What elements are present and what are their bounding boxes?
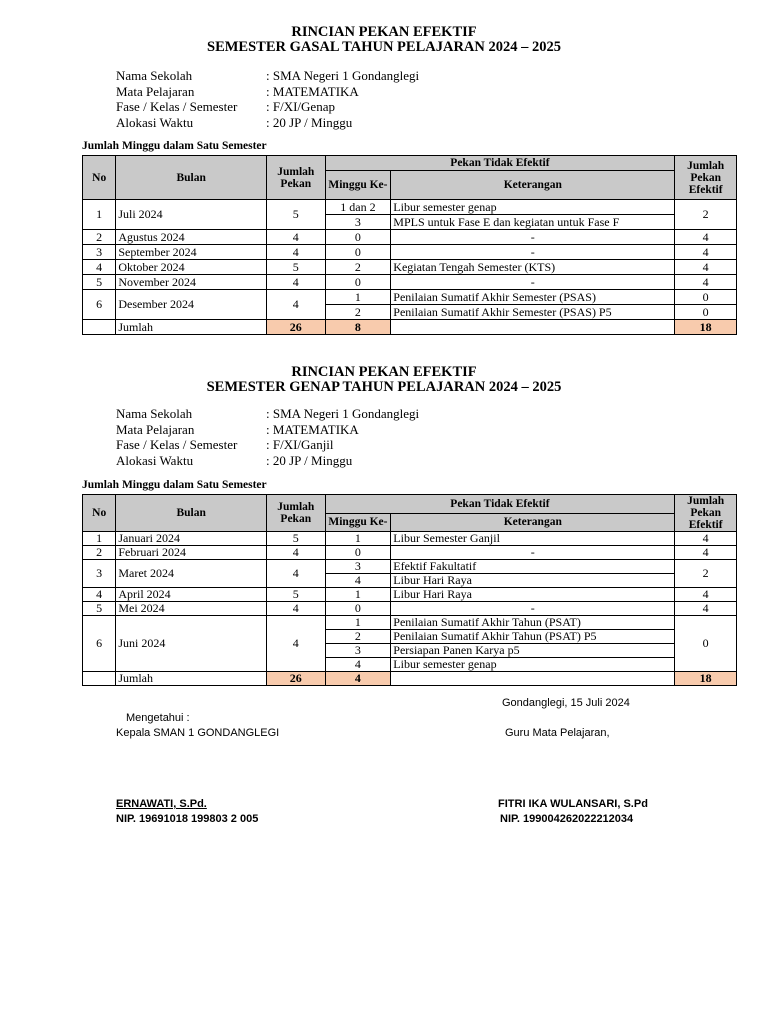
cell-minggu: 0 xyxy=(325,602,391,616)
cell-keterangan: Libur Hari Raya xyxy=(391,574,675,588)
cell-efektif: 4 xyxy=(675,588,737,602)
cell-keterangan: - xyxy=(391,245,675,260)
cell-no: 2 xyxy=(83,230,116,245)
cell-jumlah: 4 xyxy=(266,245,325,260)
cell-jumlah: 4 xyxy=(266,275,325,290)
cell-minggu: 4 xyxy=(325,658,391,672)
header-jumlah-pekan: Jumlah Pekan xyxy=(266,495,325,532)
table-subtitle: Jumlah Minggu dalam Satu Semester xyxy=(82,140,267,152)
cell-minggu: 2 xyxy=(325,260,391,275)
cell-efektif: 0 xyxy=(675,616,737,672)
total-minggu: 8 xyxy=(325,320,391,335)
cell-keterangan: Libur Semester Ganjil xyxy=(391,532,675,546)
meta-label: Nama Sekolah xyxy=(116,68,193,83)
cell-jumlah: 4 xyxy=(266,602,325,616)
cell-bulan: Maret 2024 xyxy=(116,560,267,588)
mengetahui-label: Mengetahui : xyxy=(126,712,190,724)
guru-title: Guru Mata Pelajaran, xyxy=(505,727,610,739)
cell-jumlah: 5 xyxy=(266,588,325,602)
cell-minggu: 0 xyxy=(325,546,391,560)
meta-label: Alokasi Waktu xyxy=(116,114,194,130)
header-jumlah-pekan: Jumlah Pekan xyxy=(266,156,325,200)
pekan-efektif-table-genap xyxy=(82,494,737,686)
pekan-efektif-table-gasal xyxy=(82,155,737,335)
cell-bulan: Oktober 2024 xyxy=(116,260,267,275)
cell-keterangan: Penilaian Sumatif Akhir Semester (PSAS) xyxy=(391,290,675,305)
header-pekan-tidak-efektif: Pekan Tidak Efektif xyxy=(325,495,675,514)
table-row xyxy=(83,616,737,630)
cell-keterangan: Penilaian Sumatif Akhir Tahun (PSAT) xyxy=(391,616,675,630)
cell-efektif: 0 xyxy=(675,290,737,305)
table-row xyxy=(83,290,737,305)
kepala-nip: NIP. 19691018 199803 2 005 xyxy=(116,813,259,825)
cell-minggu: 1 xyxy=(325,588,391,602)
cell-no: 5 xyxy=(83,602,116,616)
table-row xyxy=(83,546,737,560)
cell-bulan: Juni 2024 xyxy=(116,616,267,672)
cell-jumlah: 5 xyxy=(266,260,325,275)
guru-nip: NIP. 199004262022212034 xyxy=(500,813,634,825)
cell-minggu: 1 xyxy=(325,290,391,305)
total-jumlah: 26 xyxy=(266,672,325,686)
cell-efektif: 4 xyxy=(675,260,737,275)
cell-no: 2 xyxy=(83,546,116,560)
total-row xyxy=(83,672,737,686)
header-bulan: Bulan xyxy=(116,156,267,200)
header-jumlah-pekan-efektif: Jumlah Pekan Efektif xyxy=(675,156,737,200)
meta-value: : 20 JP / Minggu xyxy=(266,452,353,468)
identity-block xyxy=(116,68,419,130)
cell-bulan: November 2024 xyxy=(116,275,267,290)
cell-no: 3 xyxy=(83,560,116,588)
table-subtitle: Jumlah Minggu dalam Satu Semester xyxy=(82,479,267,491)
identity-block xyxy=(116,406,419,468)
total-minggu: 4 xyxy=(325,672,391,686)
cell-jumlah: 4 xyxy=(266,290,325,320)
cell-bulan: Agustus 2024 xyxy=(116,230,267,245)
meta-value: : F/XI/Genap xyxy=(266,99,335,114)
table-row xyxy=(83,245,737,260)
cell-keterangan: Penilaian Sumatif Akhir Tahun (PSAT) P5 xyxy=(391,630,675,644)
cell-efektif: 2 xyxy=(675,200,737,230)
meta-value: : SMA Negeri 1 Gondanglegi xyxy=(266,406,420,421)
table-row xyxy=(83,275,737,290)
cell-jumlah: 4 xyxy=(266,560,325,588)
meta-value: : 20 JP / Minggu xyxy=(266,114,353,130)
cell-minggu: 0 xyxy=(325,230,391,245)
cell-efektif: 4 xyxy=(675,546,737,560)
header-keterangan: Keterangan xyxy=(391,171,675,200)
cell-minggu: 1 xyxy=(325,616,391,630)
table-row xyxy=(83,200,737,215)
total-label: Jumlah xyxy=(116,672,267,686)
cell-bulan: Februari 2024 xyxy=(116,546,267,560)
cell-keterangan: Efektif Fakultatif xyxy=(391,560,675,574)
table-row xyxy=(83,560,737,574)
cell-keterangan: Libur semester genap xyxy=(391,658,675,672)
cell-minggu: 3 xyxy=(325,644,391,658)
cell-jumlah: 5 xyxy=(266,532,325,546)
cell-jumlah: 4 xyxy=(266,230,325,245)
total-label: Jumlah xyxy=(116,320,267,335)
cell-efektif: 4 xyxy=(675,602,737,616)
meta-label: Alokasi Waktu xyxy=(116,452,194,468)
header-no: No xyxy=(83,156,116,200)
cell-efektif: 4 xyxy=(675,275,737,290)
cell-jumlah: 4 xyxy=(266,616,325,672)
meta-value: : MATEMATIKA xyxy=(266,421,359,437)
cell-no: 6 xyxy=(83,616,116,672)
cell-keterangan: - xyxy=(391,275,675,290)
meta-value: : SMA Negeri 1 Gondanglegi xyxy=(266,68,420,83)
table-row xyxy=(83,260,737,275)
cell-minggu: 1 xyxy=(325,532,391,546)
title-line-2: SEMESTER GENAP TAHUN PELAJARAN 2024 – 2025 xyxy=(206,379,562,395)
cell-minggu: 3 xyxy=(325,215,391,230)
header-bulan: Bulan xyxy=(116,495,267,532)
title-line-1: RINCIAN PEKAN EFEKTIF xyxy=(291,24,477,40)
cell-keterangan: Kegiatan Tengah Semester (KTS) xyxy=(391,260,675,275)
cell-minggu: 4 xyxy=(325,574,391,588)
cell-minggu: 3 xyxy=(325,560,391,574)
cell-no: 1 xyxy=(83,200,116,230)
header-jumlah-pekan-efektif: Jumlah Pekan Efektif xyxy=(675,495,737,532)
title-line-1: RINCIAN PEKAN EFEKTIF xyxy=(291,364,477,380)
table-row xyxy=(83,588,737,602)
cell-no: 4 xyxy=(83,588,116,602)
total-row xyxy=(83,320,737,335)
place-date: Gondanglegi, 15 Juli 2024 xyxy=(502,697,630,709)
cell-jumlah: 4 xyxy=(266,546,325,560)
cell-no: 4 xyxy=(83,260,116,275)
cell-keterangan: - xyxy=(391,602,675,616)
cell-no: 1 xyxy=(83,532,116,546)
cell-bulan: April 2024 xyxy=(116,588,267,602)
header-minggu-ke: Minggu Ke- xyxy=(325,513,391,532)
table-row xyxy=(83,532,737,546)
guru-name: FITRI IKA WULANSARI, S.Pd xyxy=(498,798,648,810)
meta-label: Mata Pelajaran xyxy=(116,83,195,99)
cell-minggu: 0 xyxy=(325,275,391,290)
table-row xyxy=(83,602,737,616)
cell-no: 5 xyxy=(83,275,116,290)
meta-label: Fase / Kelas / Semester xyxy=(116,437,238,452)
cell-bulan: September 2024 xyxy=(116,245,267,260)
cell-minggu: 2 xyxy=(325,630,391,644)
cell-efektif: 4 xyxy=(675,245,737,260)
meta-label: Fase / Kelas / Semester xyxy=(116,99,238,114)
meta-label: Nama Sekolah xyxy=(116,406,193,421)
meta-value: : MATEMATIKA xyxy=(266,83,359,99)
cell-keterangan: Persiapan Panen Karya p5 xyxy=(391,644,675,658)
cell-keterangan: MPLS untuk Fase E dan kegiatan untuk Fase F xyxy=(391,215,675,230)
cell-keterangan: Penilaian Sumatif Akhir Semester (PSAS) P5 xyxy=(391,305,675,320)
cell-bulan: Januari 2024 xyxy=(116,532,267,546)
cell-jumlah: 5 xyxy=(266,200,325,230)
title-line-2: SEMESTER GASAL TAHUN PELAJARAN 2024 – 2025 xyxy=(207,39,561,55)
header-minggu-ke: Minggu Ke- xyxy=(325,171,391,200)
header-pekan-tidak-efektif: Pekan Tidak Efektif xyxy=(325,156,675,171)
cell-keterangan: - xyxy=(391,230,675,245)
cell-bulan: Mei 2024 xyxy=(116,602,267,616)
cell-efektif: 4 xyxy=(675,230,737,245)
cell-keterangan: Libur Hari Raya xyxy=(391,588,675,602)
cell-efektif: 2 xyxy=(675,560,737,588)
cell-efektif: 0 xyxy=(675,305,737,320)
cell-bulan: Juli 2024 xyxy=(116,200,267,230)
meta-value: : F/XI/Ganjil xyxy=(266,437,334,452)
kepala-title: Kepala SMAN 1 GONDANGLEGI xyxy=(116,727,280,739)
cell-minggu: 1 dan 2 xyxy=(325,200,391,215)
total-efektif: 18 xyxy=(675,672,737,686)
header-keterangan: Keterangan xyxy=(391,513,675,532)
cell-efektif: 4 xyxy=(675,532,737,546)
cell-keterangan: Libur semester genap xyxy=(391,200,675,215)
cell-keterangan: - xyxy=(391,546,675,560)
header-no: No xyxy=(83,495,116,532)
table-row xyxy=(83,230,737,245)
total-efektif: 18 xyxy=(675,320,737,335)
cell-minggu: 2 xyxy=(325,305,391,320)
kepala-name: ERNAWATI, S.Pd. xyxy=(116,798,207,810)
cell-bulan: Desember 2024 xyxy=(116,290,267,320)
meta-label: Mata Pelajaran xyxy=(116,421,195,437)
cell-no: 6 xyxy=(83,290,116,320)
total-jumlah: 26 xyxy=(266,320,325,335)
cell-minggu: 0 xyxy=(325,245,391,260)
cell-no: 3 xyxy=(83,245,116,260)
